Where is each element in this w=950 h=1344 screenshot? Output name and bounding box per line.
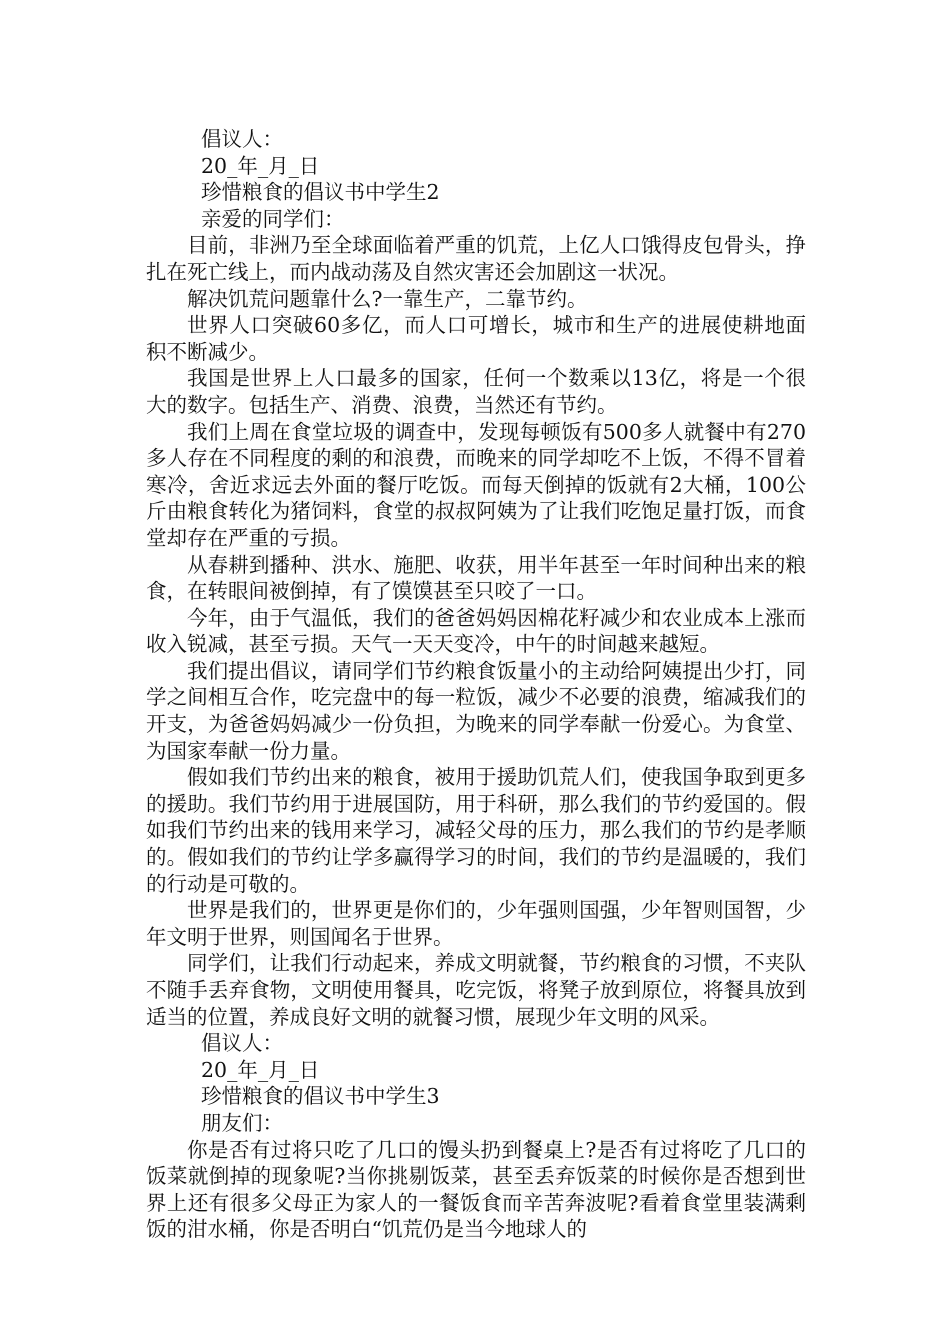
section-title: 珍惜粮食的倡议书中学生3 (201, 1084, 440, 1109)
paragraph: 我们上周在食堂垃圾的调查中，发现每顿饭有500多人就餐中有270多人存在不同程度的剩的和浪费，而晚来的同学却吃不上饭，不得不冒着寒冷，舍近求远去外面的餐厅吃饭。而每天倒掉的饭就有2大桶，100公斤由粮食转化为猪饲料，食堂的叔叔阿姨为了让我们吃饱足量打饭，而食堂却存在严重的亏损。 (146, 419, 806, 550)
paragraph: 同学们，让我们行动起来，养成文明就餐，节约粮食的习惯，不夹队不随手丢弃食物，文明使用餐具，吃完饭，将凳子放到原位，将餐具放到适当的位置，养成良好文明的就餐习惯，展现少年文明的风采。 (146, 951, 806, 1029)
salutation: 亲爱的同学们： (201, 206, 345, 231)
date-line: 20_年_月_日 (201, 1057, 320, 1082)
paragraph: 我们提出倡议，请同学们节约粮食饭量小的主动给阿姨提出少打，同学之间相互合作，吃完盘中的每一粒饭，减少不必要的浪费，缩减我们的开支，为爸爸妈妈减少一份负担，为晚来的同学奉献一份爱心。为食堂、为国家奉献一份力量。 (146, 658, 806, 763)
salutation: 朋友们： (201, 1110, 283, 1135)
paragraph: 世界人口突破60多亿，而人口可增长，城市和生产的进展使耕地面积不断减少。 (146, 313, 806, 364)
paragraph: 假如我们节约出来的粮食，被用于援助饥荒人们，使我国争取到更多的援助。我们节约用于进展国防，用于科研，那么我们的节约爱国的。假如我们节约出来的钱用来学习，减轻父母的压力，那么我们的节约是孝顺的。假如我们的节约让学多赢得学习的时间，我们的节约是温暖的，我们的行动是可敬的。 (146, 765, 806, 896)
section-title: 珍惜粮食的倡议书中学生2 (201, 180, 440, 205)
signature-label: 倡议人： (201, 1031, 283, 1056)
document-body (146, 126, 806, 1243)
paragraph: 今年，由于气温低，我们的爸爸妈妈因棉花籽减少和农业成本上涨而收入锐减，甚至亏损。天气一天天变冷，中午的时间越来越短。 (146, 605, 806, 657)
paragraph: 世界是我们的，世界更是你们的，少年强则国强，少年智则国智，少年文明于世界，则国闻名于世界。 (146, 898, 806, 949)
paragraph: 我国是世界上人口最多的国家，任何一个数乘以13亿，将是一个很大的数字。包括生产、消费、浪费，当然还有节约。 (146, 366, 806, 417)
paragraph: 你是否有过将只吃了几口的馒头扔到餐桌上?是否有过将吃了几口的饭菜就倒掉的现象呢?当你挑剔饭菜，甚至丢弃饭菜的时候你是否想到世界上还有很多父母正为家人的一餐饭食而辛苦奔波呢?看着食堂里装满剩饭的泔水桶，你是否明白“饥荒仍是当今地球人的 (146, 1137, 806, 1242)
paragraph: 解决饥荒问题靠什么?一靠生产，二靠节约。 (187, 286, 588, 311)
paragraph: 从春耕到播种、洪水、施肥、收获，用半年甚至一年时间种出来的粮食，在转眼间被倒掉，有了馍馍甚至只咬了一口。 (146, 552, 806, 604)
signature-label: 倡议人： (201, 127, 283, 151)
date-line: 20_年_月_日 (201, 153, 320, 178)
paragraph: 目前，非洲乃至全球面临着严重的饥荒，上亿人口饿得皮包骨头，挣扎在死亡线上，而内战动荡及自然灾害还会加剧这一状况。 (146, 233, 806, 284)
